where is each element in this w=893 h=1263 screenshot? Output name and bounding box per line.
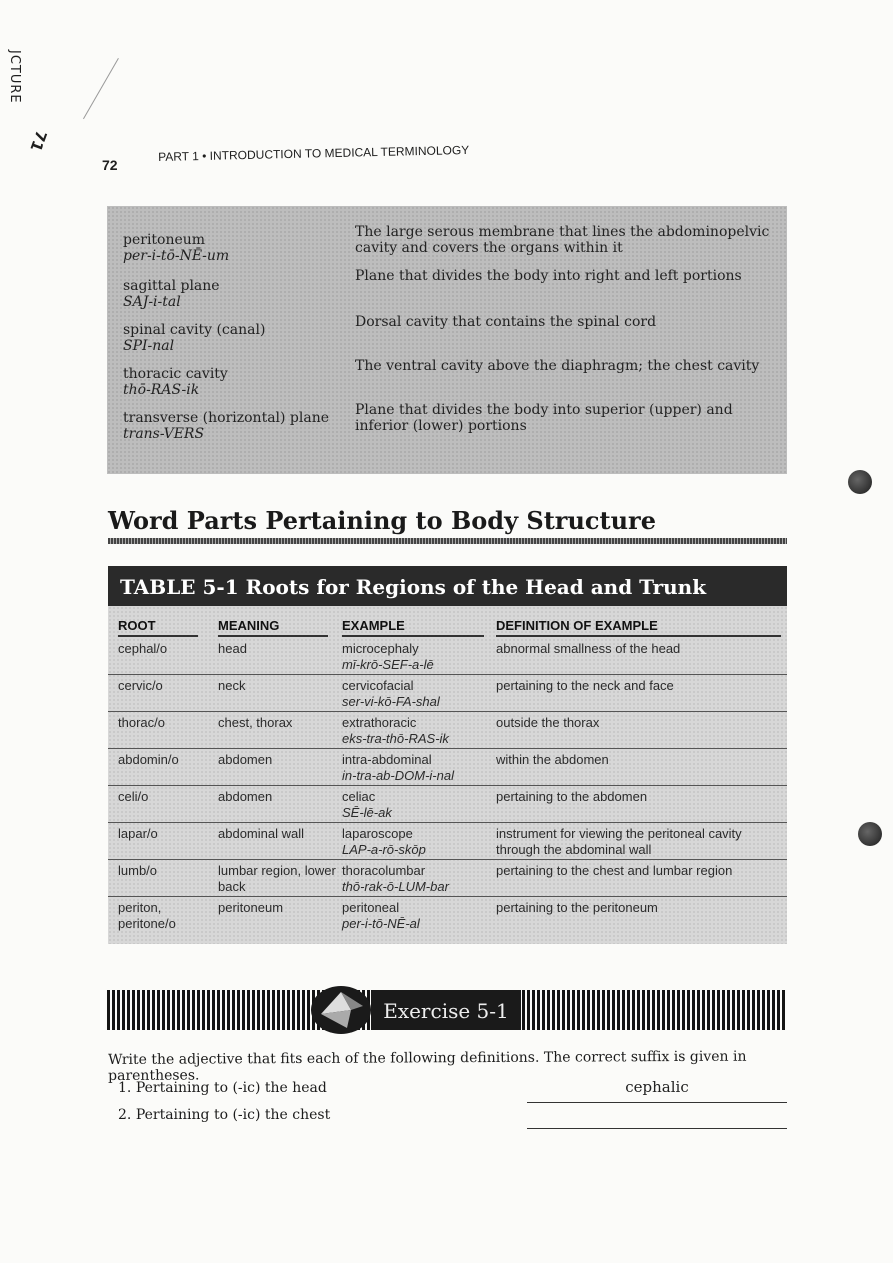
binder-hole bbox=[848, 470, 872, 494]
margin-page-number: 71 bbox=[26, 128, 51, 154]
glossary-definition: Plane that divides the body into right and left portions bbox=[355, 268, 742, 284]
cell-meaning: abdomen bbox=[218, 752, 273, 767]
cell-definition: outside the thorax bbox=[496, 715, 600, 730]
page-number: 72 bbox=[102, 157, 118, 173]
table-row bbox=[108, 860, 787, 897]
cell-root: lumb/o bbox=[118, 863, 158, 878]
answer-blank[interactable] bbox=[527, 1078, 787, 1103]
glossary-term: transverse (horizontal) plane trans-VERS bbox=[123, 410, 330, 442]
exercise-label-box bbox=[371, 990, 521, 1030]
table-row bbox=[108, 823, 787, 860]
pencil-scratch bbox=[83, 58, 119, 119]
glossary-definition: The large serous membrane that lines the abdominopelvic cavity and covers the organs within it bbox=[355, 224, 770, 256]
glossary-definition: The ventral cavity above the diaphragm; the chest cavity bbox=[355, 358, 760, 374]
running-head: PART 1 • INTRODUCTION TO MEDICAL TERMINOLOGY bbox=[158, 142, 470, 164]
table-title-bar bbox=[108, 566, 787, 606]
cell-meaning: neck bbox=[218, 678, 246, 693]
roots-table bbox=[108, 566, 787, 944]
section-rule bbox=[108, 538, 787, 544]
cell-meaning: peritoneum bbox=[218, 900, 284, 915]
header-underline bbox=[342, 635, 484, 637]
cell-meaning: abdominal wall bbox=[218, 826, 304, 841]
answer-blank[interactable] bbox=[527, 1108, 787, 1129]
item-number: 2. bbox=[118, 1107, 132, 1123]
table-row bbox=[108, 712, 787, 749]
cell-example: celiac SĒ-lē-ak bbox=[342, 789, 392, 820]
exercise-label: Exercise 5-1 bbox=[383, 999, 509, 1023]
cell-root: cephal/o bbox=[118, 641, 168, 656]
column-header-root: ROOT bbox=[118, 618, 156, 633]
glossary-term: thoracic cavity thō-RAS-ik bbox=[123, 366, 228, 398]
cell-example: laparoscope LAP-a-rō-skōp bbox=[342, 826, 426, 857]
exercise-logo-icon bbox=[307, 984, 371, 1036]
glossary-definition: Plane that divides the body into superior (upper) and inferior (lower) portions bbox=[355, 402, 733, 434]
column-header-definition: DEFINITION OF EXAMPLE bbox=[496, 618, 658, 633]
item-prompt: Pertaining to (-ic) the chest bbox=[135, 1107, 331, 1123]
glossary-box bbox=[107, 206, 787, 474]
margin-edge-text: JCTURE bbox=[7, 50, 22, 104]
item-prompt: Pertaining to (-ic) the head bbox=[135, 1080, 327, 1096]
cell-example: cervicofacial ser-vi-kō-FA-shal bbox=[342, 678, 440, 709]
cell-example: thoracolumbar thō-rak-ō-LUM-bar bbox=[342, 863, 449, 894]
cell-definition: instrument for viewing the peritoneal cavity through the abdominal wall bbox=[496, 826, 742, 857]
table-row bbox=[108, 675, 787, 712]
answer-text: cephalic bbox=[625, 1078, 689, 1096]
cell-example: intra-abdominal in-tra-ab-DOM-i-nal bbox=[342, 752, 454, 783]
glossary-term: peritoneum per-i-tō-NĒ-um bbox=[123, 232, 230, 264]
table-row bbox=[108, 638, 787, 675]
table-row bbox=[108, 749, 787, 786]
binder-hole bbox=[858, 822, 882, 846]
cell-definition: abnormal smallness of the head bbox=[496, 641, 681, 656]
column-header-meaning: MEANING bbox=[218, 618, 280, 633]
glossary-term: spinal cavity (canal) SPI-nal bbox=[123, 322, 266, 354]
cell-root: periton, peritone/o bbox=[118, 900, 176, 931]
cell-definition: pertaining to the chest and lumbar region bbox=[496, 863, 733, 878]
column-header-example: EXAMPLE bbox=[342, 618, 405, 633]
glossary-term: sagittal plane SAJ-i-tal bbox=[123, 278, 220, 310]
cell-meaning: head bbox=[218, 641, 247, 656]
table-row bbox=[108, 897, 787, 933]
cell-example: extrathoracic eks-tra-thō-RAS-ik bbox=[342, 715, 449, 746]
cell-definition: within the abdomen bbox=[496, 752, 609, 767]
header-underline bbox=[218, 635, 328, 637]
cell-root: cervic/o bbox=[118, 678, 163, 693]
cell-root: thorac/o bbox=[118, 715, 165, 730]
section-heading: Word Parts Pertaining to Body Structure bbox=[108, 506, 656, 535]
cell-definition: pertaining to the neck and face bbox=[496, 678, 674, 693]
table-title: TABLE 5-1 Roots for Regions of the Head and Trunk bbox=[120, 575, 707, 599]
cell-meaning: chest, thorax bbox=[218, 715, 293, 730]
cell-example: peritoneal per-i-tō-NĒ-al bbox=[342, 900, 420, 931]
table-row bbox=[108, 786, 787, 823]
cell-definition: pertaining to the abdomen bbox=[496, 789, 648, 804]
header-underline bbox=[496, 635, 781, 637]
cell-definition: pertaining to the peritoneum bbox=[496, 900, 658, 915]
table-body bbox=[108, 606, 787, 944]
cell-example: microcephaly mī-krō-SEF-a-lē bbox=[342, 641, 434, 672]
glossary-definition: Dorsal cavity that contains the spinal cord bbox=[355, 314, 657, 330]
cell-root: lapar/o bbox=[118, 826, 158, 841]
cell-meaning: lumbar region, lower back bbox=[218, 863, 336, 894]
cell-meaning: abdomen bbox=[218, 789, 273, 804]
header-underline bbox=[118, 635, 198, 637]
exercise-instructions: Write the adjective that fits each of the following definitions. The correct suffix is given in parentheses. bbox=[108, 1048, 747, 1084]
item-number: 1. bbox=[118, 1080, 132, 1096]
cell-root: abdomin/o bbox=[118, 752, 179, 767]
exercise-item bbox=[118, 1080, 327, 1096]
exercise-item bbox=[118, 1107, 330, 1123]
cell-root: celi/o bbox=[118, 789, 149, 804]
exercise-banner bbox=[107, 990, 787, 1030]
